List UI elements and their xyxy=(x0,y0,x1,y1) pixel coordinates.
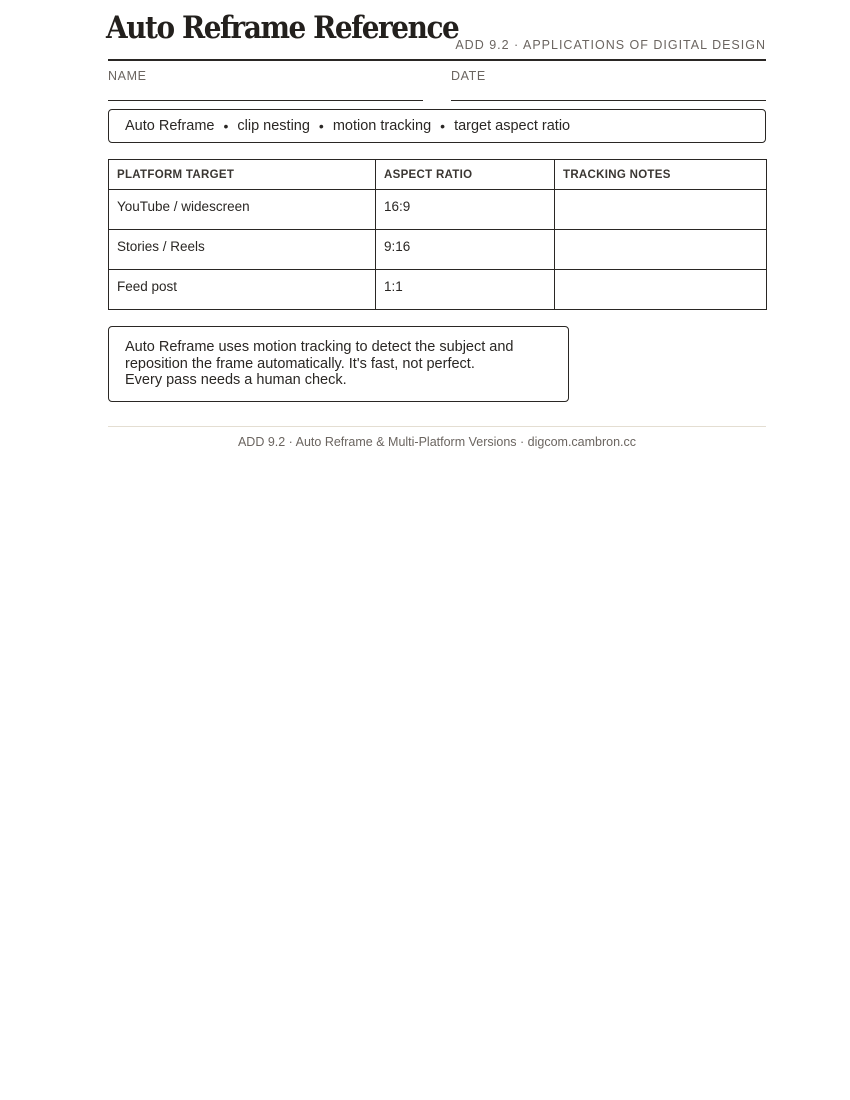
platform-cell: Stories / Reels xyxy=(109,230,376,270)
table-row xyxy=(109,270,767,310)
aspect-ratio-cell: 9:16 xyxy=(376,230,555,270)
tag-auto-reframe: Auto Reframe xyxy=(125,118,215,134)
platform-cell: Feed post xyxy=(109,270,376,310)
note-box xyxy=(108,326,569,402)
tag-motion-tracking: motion tracking xyxy=(332,118,432,134)
date-field[interactable] xyxy=(451,61,766,101)
note-line: reposition the frame automatically. It's fast, not perfect. xyxy=(125,355,475,372)
note-line: Auto Reframe uses motion tracking to detect the subject and xyxy=(125,339,514,355)
tracking-notes-cell[interactable] xyxy=(555,230,767,270)
student-fields xyxy=(108,61,766,101)
tag-target-aspect-ratio: target aspect ratio xyxy=(454,118,571,134)
note-line: Every pass needs a human check. xyxy=(125,372,347,388)
aspect-ratio-cell: 1:1 xyxy=(376,270,555,310)
tracking-notes-cell[interactable] xyxy=(555,270,767,310)
footer-text: ADD 9.2 · Auto Reframe & Multi-Platform Versions · digcom.cambron.cc xyxy=(237,435,637,449)
name-field[interactable] xyxy=(108,61,423,101)
column-header-tracking-notes: TRACKING NOTES xyxy=(555,160,767,190)
bullet-separator: • xyxy=(440,118,446,134)
aspect-ratio-cell: 16:9 xyxy=(376,190,555,230)
table-header-row xyxy=(109,160,767,190)
page-footer xyxy=(108,426,766,449)
column-header-aspect-ratio: ASPECT RATIO xyxy=(376,160,555,190)
tag-clip-nesting: clip nesting xyxy=(237,118,310,134)
table-row xyxy=(109,190,767,230)
header xyxy=(108,0,766,61)
tracking-notes-cell[interactable] xyxy=(555,190,767,230)
platform-table xyxy=(108,159,767,310)
column-header-platform-target: PLATFORM TARGET xyxy=(109,160,376,190)
bullet-separator: • xyxy=(223,118,229,134)
worksheet-page xyxy=(106,0,766,449)
page-title: Auto Reframe Reference xyxy=(106,10,459,46)
course-label: ADD 9.2 · APPLICATIONS OF DIGITAL DESIGN xyxy=(455,38,766,52)
platform-cell: YouTube / widescreen xyxy=(109,190,376,230)
table-row xyxy=(109,230,767,270)
keyword-tags xyxy=(108,109,766,143)
name-field-label: NAME xyxy=(108,69,147,83)
bullet-separator: • xyxy=(318,118,324,134)
date-field-label: DATE xyxy=(451,69,486,83)
